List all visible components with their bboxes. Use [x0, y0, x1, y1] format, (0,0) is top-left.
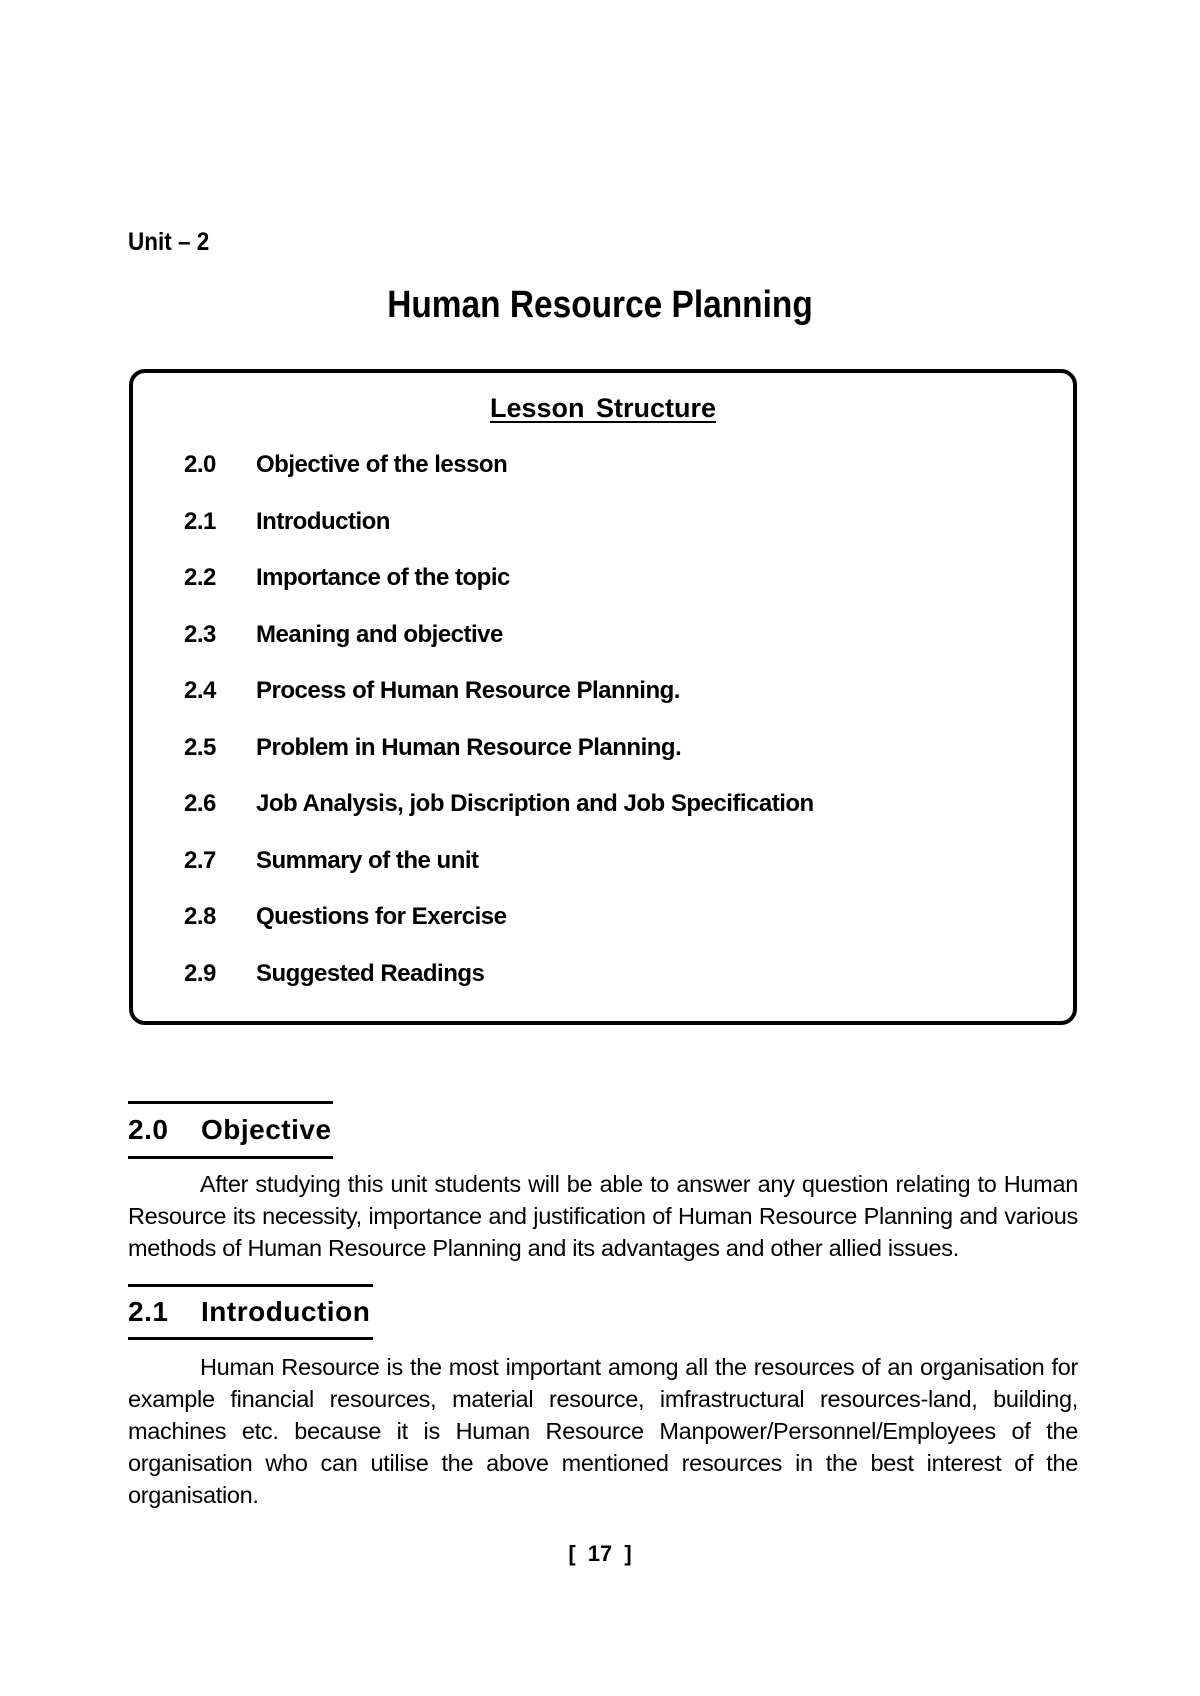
lesson-item-title: Process of Human Resource Planning.: [256, 677, 680, 704]
introduction-paragraph: Human Resource is the most important among all the resources of an organisation for example financial resources, material resource, imfrastructural resources-land, building, machines etc. because it is Human Resource Manpower/Personnel/Employees of the organisation who can utilise the above mentioned resources in the best interest of the organisation.: [128, 1354, 1078, 1508]
lesson-item-number: 2.5: [184, 733, 216, 761]
lesson-item-title: Questions for Exercise: [256, 903, 507, 930]
objective-paragraph: After studying this unit students will be able to answer any question relating to Human Resource its necessity, importance and justification of Human Resource Planning and various methods of Human Resource Planning and its advantages and other allied issues.: [128, 1171, 1078, 1261]
lesson-item: [133, 790, 1073, 847]
section-heading-objective: [128, 1101, 333, 1159]
section-number: 2.1: [128, 1296, 169, 1327]
lesson-item-title: Problem in Human Resource Planning.: [256, 733, 682, 761]
lesson-item-number: 2.9: [184, 959, 216, 987]
lesson-structure-box: [129, 369, 1077, 1025]
section-heading-introduction: [128, 1284, 373, 1340]
lesson-item-title: Job Analysis, job Discription and Job Specification: [256, 790, 814, 817]
lesson-item-number: 2.4: [184, 677, 216, 704]
lesson-item-title: Suggested Readings: [256, 959, 485, 987]
lesson-item-title: Meaning and objective: [256, 620, 503, 648]
lesson-item: [133, 734, 1073, 791]
lesson-item-number: 2.6: [184, 790, 216, 817]
lesson-item-title: Importance of the topic: [256, 564, 510, 591]
section-title: Introduction: [201, 1296, 371, 1327]
lesson-item: [133, 621, 1073, 678]
section-number: 2.0: [128, 1114, 169, 1145]
lesson-item-title: Summary of the unit: [256, 846, 479, 874]
lesson-item: [133, 451, 1073, 508]
lesson-structure-heading: [133, 393, 1073, 424]
lesson-item-number: 2.8: [184, 903, 216, 930]
lesson-item: [133, 847, 1073, 904]
lesson-item-title: Introduction: [256, 507, 390, 535]
lesson-item: [133, 508, 1073, 565]
lesson-item-number: 2.2: [184, 564, 216, 591]
lesson-item-title: Objective of the lesson: [256, 451, 508, 478]
lesson-item-number: 2.3: [184, 620, 216, 648]
lesson-item: [133, 677, 1073, 734]
lesson-item-number: 2.0: [184, 451, 216, 478]
lesson-structure-list: [133, 451, 1073, 1016]
page-title: Human Resource Planning: [387, 284, 813, 326]
section-title: Objective: [201, 1114, 332, 1145]
lesson-item-number: 2.7: [184, 846, 216, 874]
lesson-item-number: 2.1: [184, 507, 216, 535]
lesson-item: [133, 960, 1073, 1017]
lesson-item: [133, 903, 1073, 960]
page-number: [ 17 ]: [568, 1541, 632, 1566]
lesson-structure-heading-text: Lesson Structure: [489, 393, 717, 423]
unit-label: Unit – 2: [128, 228, 210, 256]
lesson-item: [133, 564, 1073, 621]
